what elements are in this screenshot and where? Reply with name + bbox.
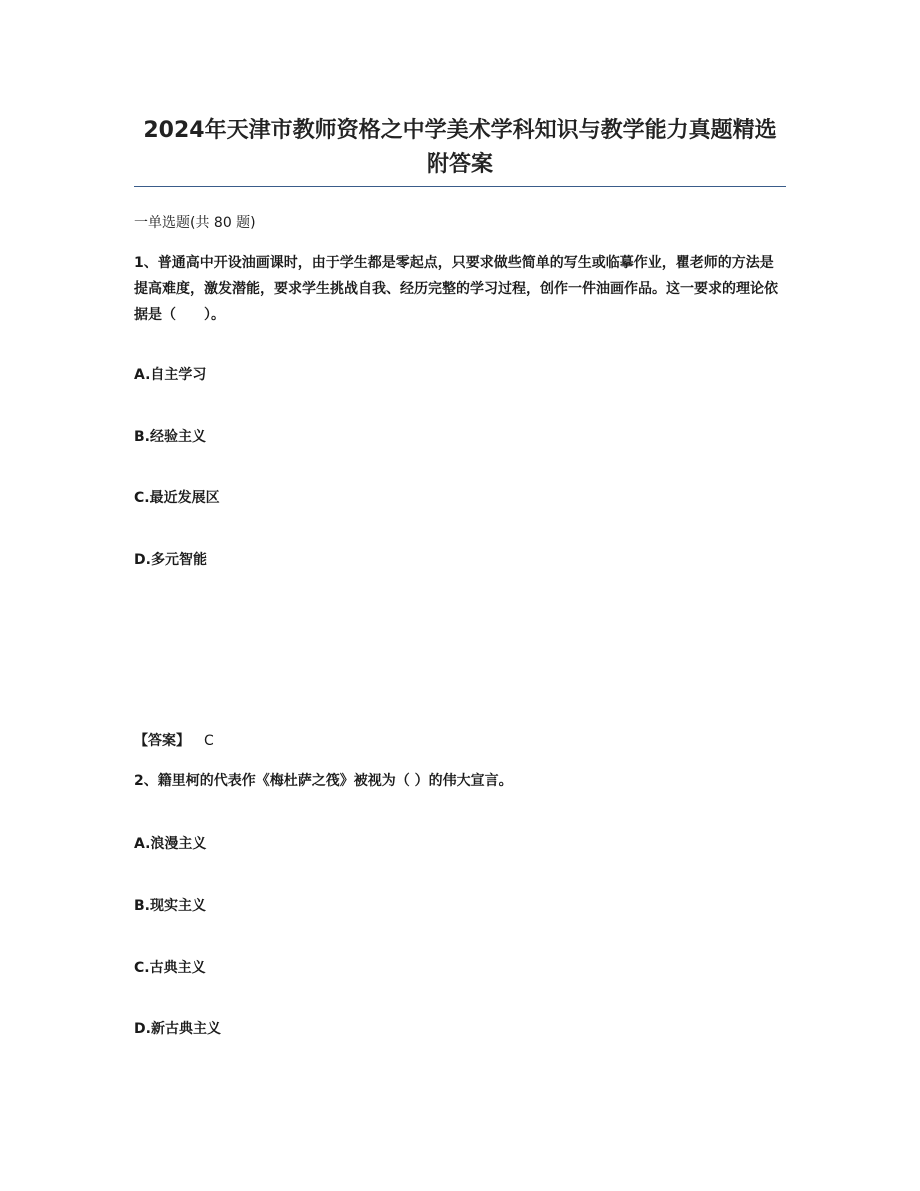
section-label: 一单选题(共 80 题) bbox=[134, 215, 256, 231]
question-1-option-b: B.经验主义 bbox=[134, 429, 206, 445]
document-title: 2024年天津市教师资格之中学美术学科知识与教学能力真题精选附答案 bbox=[143, 118, 777, 177]
answer-value: C bbox=[204, 733, 214, 749]
question-1-option-a: A.自主学习 bbox=[134, 367, 207, 383]
question-1-stem: 1、普通高中开设油画课时，由于学生都是零起点，只要求做些简单的写生或临摹作业，瞿老师的方法是提高难度，激发潜能，要求学生挑战自我、经历完整的学习过程，创作一件油画作品。这一要求的理论依据是（ ）。 bbox=[134, 255, 778, 323]
question-2-stem: 2、籍里柯的代表作《梅杜萨之筏》被视为（ ）的伟大宣言。 bbox=[134, 773, 513, 789]
question-1-option-c: C.最近发展区 bbox=[134, 490, 220, 506]
question-1-option-d: D.多元智能 bbox=[134, 552, 207, 568]
question-2-option-c: C.古典主义 bbox=[134, 960, 206, 976]
question-1-answer bbox=[134, 730, 214, 752]
question-2-option-a: A.浪漫主义 bbox=[134, 836, 207, 852]
question-2-option-b: B.现实主义 bbox=[134, 898, 206, 914]
answer-label: 【答案】 bbox=[134, 733, 190, 749]
title-divider bbox=[134, 186, 786, 187]
question-2-option-d: D.新古典主义 bbox=[134, 1021, 221, 1037]
